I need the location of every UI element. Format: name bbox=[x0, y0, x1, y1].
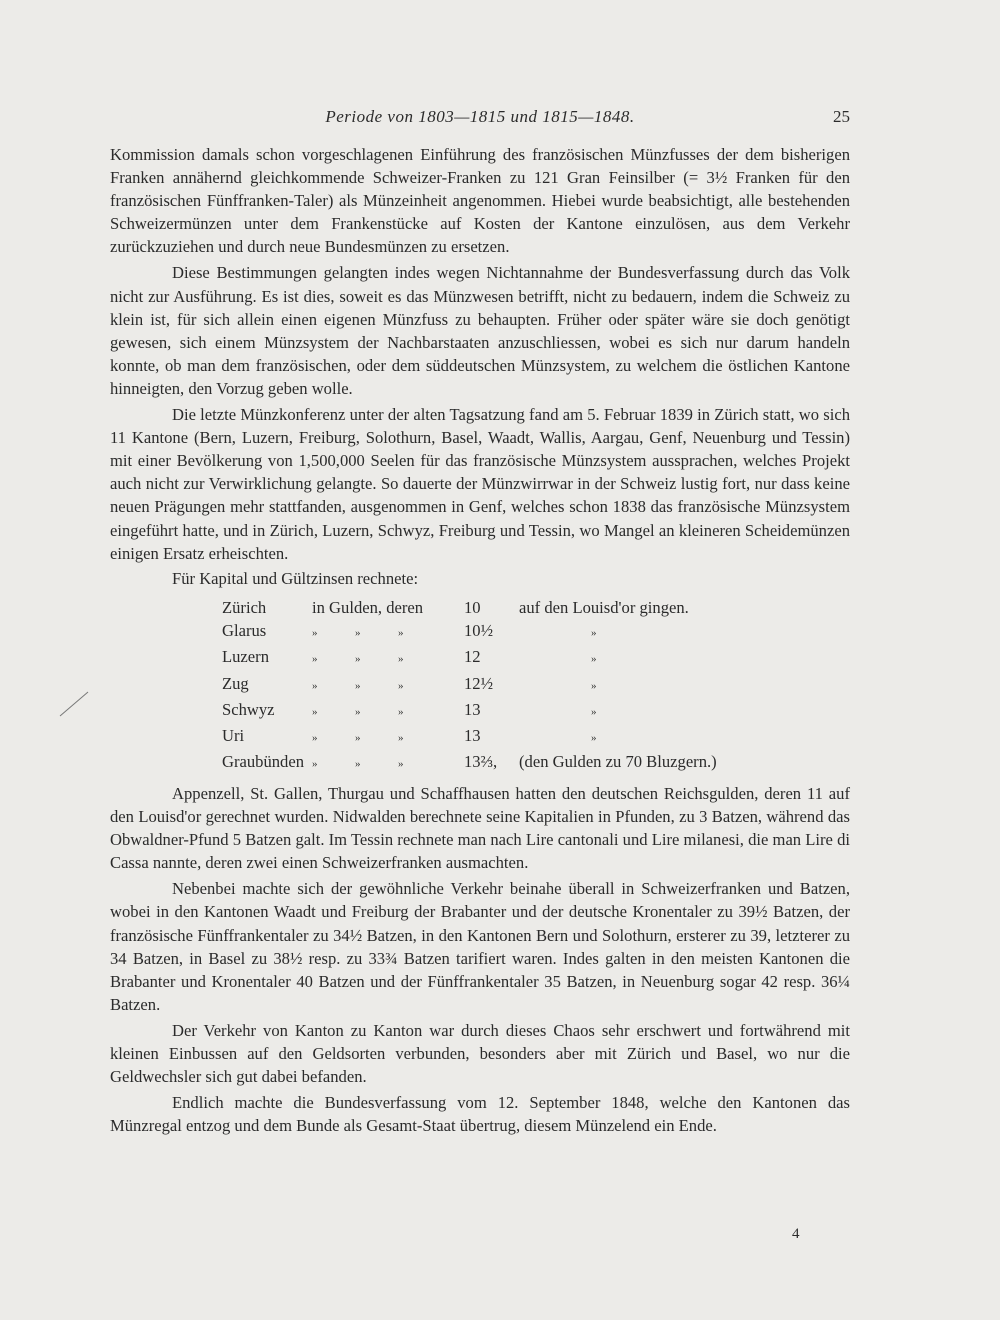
rate-value: 12½ bbox=[464, 673, 494, 693]
ditto-mark: » bbox=[355, 627, 361, 640]
ditto-mark: » bbox=[355, 653, 361, 666]
ditto-mark: » bbox=[591, 653, 597, 666]
rate-note bbox=[519, 619, 717, 645]
ditto-marks bbox=[312, 724, 464, 750]
canton-name: Glarus bbox=[222, 621, 267, 641]
page-number: 25 bbox=[833, 107, 850, 126]
ditto-mark: » bbox=[312, 757, 318, 770]
rate-value: 13⅔, bbox=[464, 751, 498, 771]
ditto-mark: » bbox=[312, 627, 318, 640]
paragraph: Endlich machte die Bundesverfassung vom 12. September 1848, welche den Kantonen das Münzregal entzog und dem Bunde als Gesamt-Staat übertrug, diesem Münzelend ein Ende. bbox=[110, 1093, 850, 1136]
table-row bbox=[222, 645, 717, 671]
paragraph: Die letzte Münzkonferenz unter der alten Tagsatzung fand am 5. Februar 1839 in Zürich statt, wo sich 11 Kantone (Bern, Luzern, Freiburg, Solothurn, Basel, Waadt, Wallis, Aargau, Genf, Neuenburg und Tessin) mit einer Bevölkerung von 1,500,000 Seelen für das französische Münzsystem aussprachen, welches Projekt auch nicht zur Verwirklichung gelangte. So dauerte der Münzwirrwar in der Schweiz lustig fort, nur dass keine neuen Prägungen mehr stattfanden, ausgenommen in Genf, welches schon 1838 das französische Münzsystem eingeführt hatte, und in Zürich, Luzern, Schwyz, Freiburg und Tessin, wo Mangel an kleineren Scheidemünzen einigen Ersatz erheischten. bbox=[110, 405, 850, 563]
rate-value: 13 bbox=[464, 699, 481, 719]
ditto-mark: » bbox=[398, 679, 404, 692]
ditto-marks bbox=[312, 645, 464, 671]
canton-name: Luzern bbox=[222, 647, 269, 667]
table-row bbox=[222, 750, 717, 776]
rate-value: 12 bbox=[464, 647, 481, 667]
paragraph: Nebenbei machte sich der gewöhnliche Verkehr beinahe überall in Schweizerfranken und Batzen, wobei in den Kantonen Waadt und Freiburg der Brabanter und der deutsche Kronentaler zu 39½ Batzen, der französische Fünffrankentaler zu 34½ Batzen, in den Kantonen Bern und Solothurn, ersterer zu 39, letzterer zu 34 Batzen, in Basel zu 38½ resp. zu 33¾ Batzen tarifiert waren. Indes galten in den meisten Kantonen die Brabanter und Kronentaler 40 Batzen und der Fünffrankentaler 35 Batzen, in Neuenburg sogar 42 resp. 36¼ Batzen. bbox=[110, 879, 850, 1014]
ditto-mark: » bbox=[312, 731, 318, 744]
rate-unit: in Gulden, deren bbox=[312, 597, 424, 617]
rate-note bbox=[519, 645, 717, 671]
rate-value: 10 bbox=[464, 597, 481, 617]
paragraph: Appenzell, St. Gallen, Thurgau und Schaffhausen hatten den deutschen Reichsgulden, deren 11 auf den Louisd'or gerechnet wurden. Nidwalden berechnete seine Kapitalien in Pfunden, zu 3 Batzen, während das Obwaldner-Pfund 5 Batzen galt. Im Tessin rechnete man nach Lire cantonali und Lire milanesi, die man Lire di Cassa nannte, deren zwei einen Schweizerfranken ausmachten. bbox=[110, 783, 850, 873]
ditto-mark: » bbox=[355, 705, 361, 718]
paragraph: Der Verkehr von Kanton zu Kanton war durch dieses Chaos sehr erschwert und fortwährend mit kleinen Einbussen auf den Geldsorten verbunden, besonders aber mit Zürich und Basel, wo nur die Geldwechsler sich gut dabei befanden. bbox=[110, 1020, 850, 1087]
ditto-mark: » bbox=[398, 705, 404, 718]
ditto-mark: » bbox=[591, 705, 597, 718]
ditto-mark: » bbox=[591, 731, 597, 744]
ditto-mark: » bbox=[312, 653, 318, 666]
canton-name: Graubünden bbox=[222, 751, 305, 771]
pencil-stroke-mark bbox=[58, 690, 90, 718]
signature-mark: 4 bbox=[792, 1226, 800, 1242]
table-row bbox=[222, 672, 717, 698]
table-row bbox=[222, 596, 717, 620]
canton-rates-table bbox=[222, 596, 717, 776]
ditto-mark: » bbox=[312, 705, 318, 718]
canton-name: Zürich bbox=[222, 597, 267, 617]
body-text bbox=[110, 143, 850, 1137]
ditto-mark: » bbox=[398, 653, 404, 666]
table-intro: Für Kapital und Gültzinsen rechnete: bbox=[172, 568, 419, 588]
rate-note: auf den Louisd'or gingen. bbox=[519, 597, 689, 617]
ditto-mark: » bbox=[398, 627, 404, 640]
ditto-marks bbox=[312, 619, 464, 645]
rate-value: 13 bbox=[464, 725, 481, 745]
ditto-mark: » bbox=[398, 757, 404, 770]
canton-name: Uri bbox=[222, 725, 245, 745]
paragraph: Diese Bestimmungen gelangten indes wegen Nichtannahme der Bundesverfassung durch das Volk nicht zur Ausführung. Es ist dies, soweit es das Münzwesen betrifft, nicht zu bedauern, indem die Schweiz zu klein ist, für sich allein einen eigenen Münzfuss zu behaupten. Früher oder später wäre sie doch genötigt gewesen, sich einem Münzsystem der Nachbarstaaten anzuschliessen, wobei es sich nur darum handeln konnte, ob man dem französischen, oder dem süddeutschen Münzsystem, zu welchem die östlichen Kantone hinneigten, den Vorzug geben wolle. bbox=[110, 263, 850, 398]
canton-name: Schwyz bbox=[222, 699, 275, 719]
ditto-mark: » bbox=[355, 757, 361, 770]
table-row bbox=[222, 619, 717, 645]
rate-note bbox=[519, 672, 717, 698]
ditto-mark: » bbox=[312, 679, 318, 692]
table-row bbox=[222, 724, 717, 750]
table-row bbox=[222, 698, 717, 724]
ditto-mark: » bbox=[398, 731, 404, 744]
ditto-mark: » bbox=[591, 679, 597, 692]
canton-name: Zug bbox=[222, 673, 249, 693]
ditto-marks bbox=[312, 698, 464, 724]
ditto-mark: » bbox=[355, 679, 361, 692]
rate-note bbox=[519, 724, 717, 750]
paragraph: Kommission damals schon vorgeschlagenen Einführung des französischen Münzfusses der dem bisherigen Franken annähernd gleichkommende Schweizer-Franken zu 121 Gran Feinsilber (= 3½ Franken für den französischen Fünffranken-Taler) als Münzeinheit angenommen. Hiebei wurde beabsichtigt, alle bestehenden Schweizermünzen unter dem Frankenstücke auf Kosten der Kantone einzulösen, aus dem Verkehr zurückzuziehen und durch neue Bundesmünzen zu ersetzen. bbox=[110, 145, 850, 257]
ditto-marks bbox=[312, 672, 464, 698]
rate-note: (den Gulden zu 70 Bluzgern.) bbox=[519, 751, 717, 771]
rate-value: 10½ bbox=[464, 621, 494, 641]
ditto-mark: » bbox=[591, 627, 597, 640]
ditto-marks bbox=[312, 750, 464, 776]
rate-note bbox=[519, 698, 717, 724]
ditto-mark: » bbox=[355, 731, 361, 744]
running-title: Periode von 1803—1815 und 1815—1848. bbox=[325, 107, 635, 126]
running-header bbox=[110, 107, 850, 133]
